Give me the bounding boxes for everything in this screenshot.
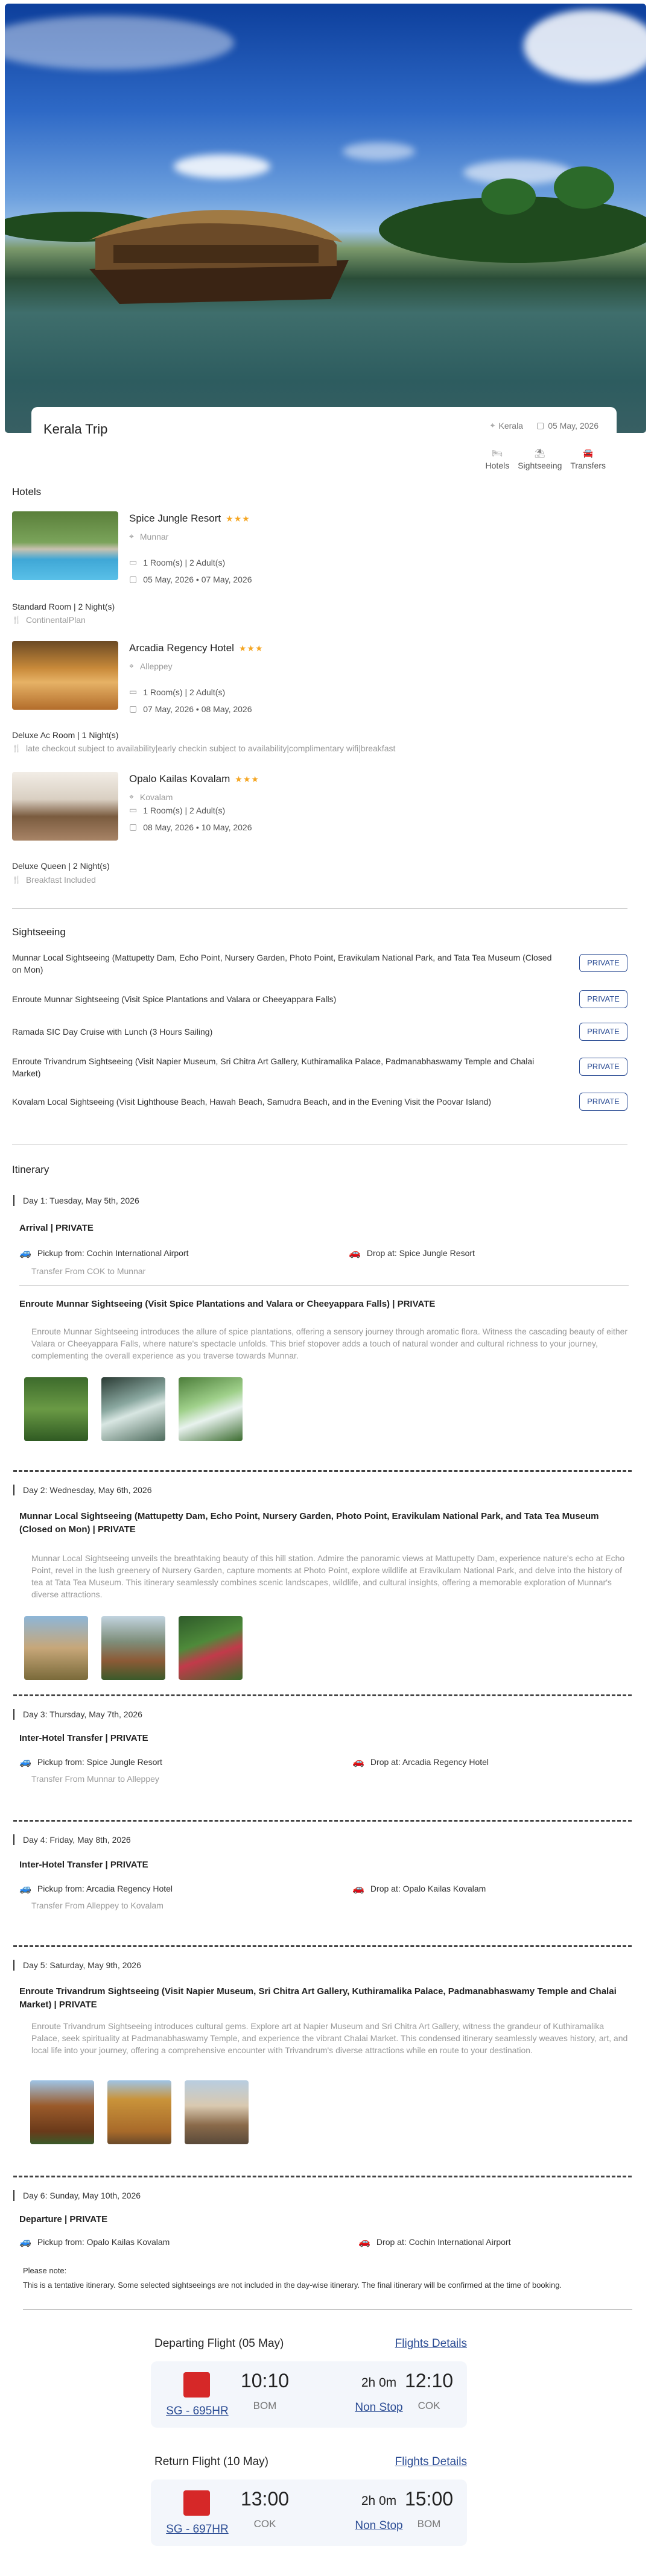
private-button[interactable]: PRIVATE [579, 1023, 627, 1041]
transfer-route: Transfer From Munnar to Alleppey [31, 1774, 159, 1784]
arrival-code: BOM [417, 2518, 441, 2530]
hotel-image [12, 511, 118, 580]
day-label: Day 6: Sunday, May 10th, 2026 [13, 2190, 141, 2201]
itinerary-day [13, 2190, 632, 2256]
meal-icon: 🍴 [12, 616, 21, 624]
hotel-name: Opalo Kailas Kovalam [129, 773, 230, 784]
location-pin-icon: ⌖ [490, 420, 495, 430]
transfer-route: Transfer From Alleppey to Kovalam [31, 1901, 164, 1910]
hotels-heading: Hotels [12, 486, 42, 497]
airline-logo [183, 2490, 210, 2516]
departure-time: 13:00 [240, 2488, 290, 2510]
sightseeing-photo [185, 2080, 249, 2144]
divider [23, 2309, 632, 2310]
divider [12, 1144, 627, 1145]
bed-icon: ▭ [129, 557, 138, 567]
transfer-route: Transfer From COK to Munnar [31, 1266, 146, 1276]
flight-duration: 2h 0m [361, 2494, 397, 2508]
drop-location: Drop at: Arcadia Regency Hotel [370, 1757, 489, 1767]
pickup-location: Pickup from: Arcadia Regency Hotel [37, 1884, 173, 1893]
day-label: Day 2: Wednesday, May 6th, 2026 [13, 1485, 152, 1495]
hotel-dates: 05 May, 2026 • 07 May, 2026 [143, 574, 252, 584]
trip-includes [486, 448, 606, 470]
meal-plan: Breakfast Included [25, 875, 96, 885]
hotel-image [12, 641, 118, 710]
trip-header-card [31, 407, 617, 473]
private-button[interactable]: PRIVATE [579, 1058, 627, 1076]
day-separator [13, 2176, 632, 2177]
note-text: This is a tentative itinerary. Some selected sightseeings are not included in the day-wise itinerary. The final itinerary will be confirmed at the time of booking. [23, 2281, 562, 2290]
day-separator [13, 1945, 632, 1947]
drop-location: Drop at: Cochin International Airport [376, 2237, 511, 2247]
activity-description: Enroute Munnar Sightseeing introduces the allure of spice plantations, offering a sensory journey through aromatic flora. Witness the cascading beauty of either Valara or Cheeyappara Falls, where nature's spectacle unfolds. This brief stopover adds a touch of natural wonder and cultural richness to your journey, complementing the overall experience as you traverse towards Munnar. [31, 1327, 628, 1360]
flight-duration: 2h 0m [361, 2376, 397, 2390]
day-title: Munnar Local Sightseeing (Mattupetty Dam, Echo Point, Nursery Garden, Photo Point, Eravikulam National Park, and Tata Tea Museum (Closed on Mon) | PRIVATE [19, 1511, 599, 1535]
sightseeing-photo [107, 2080, 171, 2144]
pickup-location: Pickup from: Cochin International Airport [37, 1248, 189, 1258]
calendar-icon: ▢ [129, 822, 138, 832]
activity-description: Munnar Local Sightseeing unveils the breathtaking beauty of this hill station. Admire the panoramic views at Mattupetty Dam, experience nature's echo at Echo Point, revel in the lush greenery of Nursery Garden, capture moments at Photo Point, explore wildlife at Eravikulam National Park, and delve into the history of tea at Tata Tea Museum. This itinerary seamlessly combines scenic landscapes, wildlife, and cultural insights, offering a memorable exploration of Munnar's diverse attractions. [31, 1553, 625, 1599]
location-pin-icon: ⌖ [129, 792, 134, 801]
itinerary-day [13, 1834, 632, 1925]
calendar-icon: ▢ [536, 420, 545, 430]
private-button[interactable]: PRIVATE [579, 1093, 627, 1111]
departure-time: 10:10 [240, 2370, 290, 2391]
divider [12, 908, 627, 909]
star-rating: ★★★ [238, 643, 264, 653]
sightseeing-photo [24, 1616, 88, 1680]
car-icon: 🚘 [582, 448, 594, 458]
hotel-rooms: 1 Room(s) | 2 Adult(s) [143, 805, 226, 815]
drop-car-icon: 🚗 [358, 2237, 370, 2247]
flight-details-link[interactable]: Flights Details [395, 2455, 467, 2468]
sightseeing-photo [179, 1377, 243, 1441]
arrival-code: COK [418, 2400, 440, 2411]
hotel-city: Kovalam [139, 792, 173, 802]
location-pin-icon: ⌖ [129, 661, 134, 671]
arrival-time: 12:10 [404, 2370, 454, 2391]
trip-location: Kerala [498, 420, 523, 431]
location-pin-icon: ⌖ [129, 531, 134, 541]
meal-plan: ContinentalPlan [25, 615, 86, 625]
drop-car-icon: 🚗 [352, 1757, 364, 1767]
bed-icon: ▭ [129, 687, 138, 696]
arrival-time: 15:00 [404, 2488, 454, 2510]
include-sightseeing: ⛱ Sightseeing [518, 448, 562, 470]
include-transfers: 🚘 Transfers [570, 448, 606, 470]
sightseeing-heading: Sightseeing [12, 926, 66, 938]
day-label: Day 4: Friday, May 8th, 2026 [13, 1834, 131, 1845]
bed-icon: 🛏 [492, 448, 503, 458]
calendar-icon: ▢ [129, 574, 138, 584]
day-title: Enroute Trivandrum Sightseeing (Visit Napier Museum, Sri Chitra Art Gallery, Kuthiramalika Palace, Padmanabhaswamy Temple and Chalai Market) | PRIVATE [19, 1986, 617, 2010]
hero-image [5, 4, 646, 433]
drop-car-icon: 🚗 [349, 1248, 361, 1258]
activity-title: Enroute Munnar Sightseeing (Visit Spice Plantations and Valara or Cheeyappara Falls) | PRIVATE [19, 1299, 436, 1309]
houseboat-illustration [77, 203, 361, 305]
private-button[interactable]: PRIVATE [579, 954, 627, 972]
star-rating: ★★★ [235, 774, 259, 784]
day-title: Departure | PRIVATE [19, 2214, 108, 2224]
day-separator [13, 1820, 632, 1822]
hotel-dates: 07 May, 2026 • 08 May, 2026 [143, 704, 252, 714]
itinerary-heading: Itinerary [12, 1164, 49, 1175]
itinerary-day [13, 1485, 632, 1690]
sightseeing-photo [30, 2080, 94, 2144]
flight-number-link[interactable]: SG - 697HR [166, 2523, 229, 2536]
meal-icon: 🍴 [12, 876, 21, 884]
departing-flight [151, 2337, 467, 2434]
flight-number-link[interactable]: SG - 695HR [166, 2405, 229, 2417]
day-separator [13, 1470, 632, 1472]
sightseeing-photo [24, 1377, 88, 1441]
private-button[interactable]: PRIVATE [579, 990, 627, 1008]
flight-title: Departing Flight (05 May) [154, 2337, 284, 2350]
hotel-name: Arcadia Regency Hotel [129, 642, 234, 654]
stops-link[interactable]: Non Stop [355, 2401, 403, 2414]
hotel-name: Spice Jungle Resort [129, 513, 221, 524]
trip-title: Kerala Trip [43, 421, 108, 437]
flight-title: Return Flight (10 May) [154, 2455, 269, 2468]
calendar-icon: ▢ [129, 704, 138, 713]
itinerary-day [13, 1709, 632, 1799]
hotel-city: Alleppey [139, 661, 173, 671]
sightseeing-item: Munnar Local Sightseeing (Mattupetty Dam, Echo Point, Nursery Garden, Photo Point, Eravikulam National Park, and Tata Tea Museum (Closed on Mon) PRIVATE [12, 952, 627, 977]
departure-code: BOM [253, 2400, 277, 2411]
pickup-car-icon: 🚙 [19, 1757, 31, 1767]
drop-car-icon: 🚗 [352, 1884, 364, 1894]
hotel-rooms: 1 Room(s) | 2 Adult(s) [143, 557, 226, 567]
sightseeing-item: Ramada SIC Day Cruise with Lunch (3 Hours Sailing) PRIVATE [12, 1023, 627, 1042]
sightseeing-photo [179, 1616, 243, 1680]
hotel-rooms: 1 Room(s) | 2 Adult(s) [143, 687, 226, 697]
return-flight [151, 2455, 467, 2552]
departure-code: COK [253, 2518, 276, 2530]
stops-link[interactable]: Non Stop [355, 2519, 403, 2532]
day-separator [13, 1694, 632, 1696]
flight-card [151, 2361, 467, 2428]
room-type: Deluxe Queen | 2 Night(s) [12, 861, 110, 871]
sightseeing-icon: ⛱ [534, 448, 545, 458]
itinerary-day [13, 1960, 632, 2171]
sightseeing-item: Enroute Munnar Sightseeing (Visit Spice Plantations and Valara or Cheeyappara Falls) PRIVATE [12, 990, 627, 1009]
day-label: Day 1: Tuesday, May 5th, 2026 [13, 1195, 139, 1206]
sightseeing-item: Kovalam Local Sightseeing (Visit Lighthouse Beach, Hawah Beach, Samudra Beach, and in the Evening Visit the Poovar Island) PRIVATE [12, 1093, 627, 1112]
day-label: Day 3: Thursday, May 7th, 2026 [13, 1709, 142, 1720]
meal-icon: 🍴 [12, 744, 21, 753]
star-rating: ★★★ [226, 513, 250, 523]
airline-logo [183, 2372, 210, 2398]
trip-date: 05 May, 2026 [548, 420, 599, 431]
pickup-car-icon: 🚙 [19, 2237, 31, 2247]
include-hotels: 🛏 Hotels [485, 448, 510, 470]
flight-details-link[interactable]: Flights Details [395, 2337, 467, 2350]
pickup-car-icon: 🚙 [19, 1248, 31, 1258]
sightseeing-item: Enroute Trivandrum Sightseeing (Visit Napier Museum, Sri Chitra Art Gallery, Kuthiramalika Palace, Padmanabhaswamy Temple and Chalai Market) PRIVATE [12, 1055, 627, 1081]
activity-description: Enroute Trivandrum Sightseeing introduces cultural gems. Explore art at Napier Museum and Sri Chitra Art Gallery, witness the grandeur of Kuthiramalika Palace, seek spirituality at Padmanabhaswamy Temple, and experience the vibrant Chalai Market. This condensed itinerary seamlessly weaves history, art, and local life into your journey, offering a comprehensive encounter with Trivandrum's diverse attractions while en route to your destination. [31, 2021, 628, 2055]
pickup-location: Pickup from: Spice Jungle Resort [37, 1757, 162, 1767]
pickup-car-icon: 🚙 [19, 1884, 31, 1894]
bed-icon: ▭ [129, 805, 138, 815]
sightseeing-photo [101, 1377, 165, 1441]
day-title: Arrival | PRIVATE [19, 1223, 94, 1233]
hotel-dates: 08 May, 2026 • 10 May, 2026 [143, 822, 252, 832]
day-label: Day 5: Saturday, May 9th, 2026 [13, 1960, 141, 1971]
hotel-city: Munnar [139, 531, 169, 541]
note-label: Please note: [23, 2266, 67, 2275]
drop-location: Drop at: Spice Jungle Resort [366, 1248, 475, 1258]
meal-plan: late checkout subject to availability|early checkin subject to availability|complimentary wifi|breakfast [25, 743, 396, 753]
pickup-location: Pickup from: Opalo Kailas Kovalam [37, 2237, 170, 2247]
room-type: Standard Room | 2 Night(s) [12, 602, 115, 611]
sightseeing-photo [101, 1616, 165, 1680]
drop-location: Drop at: Opalo Kailas Kovalam [370, 1884, 486, 1893]
flight-card [151, 2480, 467, 2546]
day-title: Inter-Hotel Transfer | PRIVATE [19, 1860, 148, 1870]
day-title: Inter-Hotel Transfer | PRIVATE [19, 1733, 148, 1743]
itinerary-day [13, 1195, 632, 1460]
hotel-image [12, 772, 118, 841]
room-type: Deluxe Ac Room | 1 Night(s) [12, 730, 119, 740]
